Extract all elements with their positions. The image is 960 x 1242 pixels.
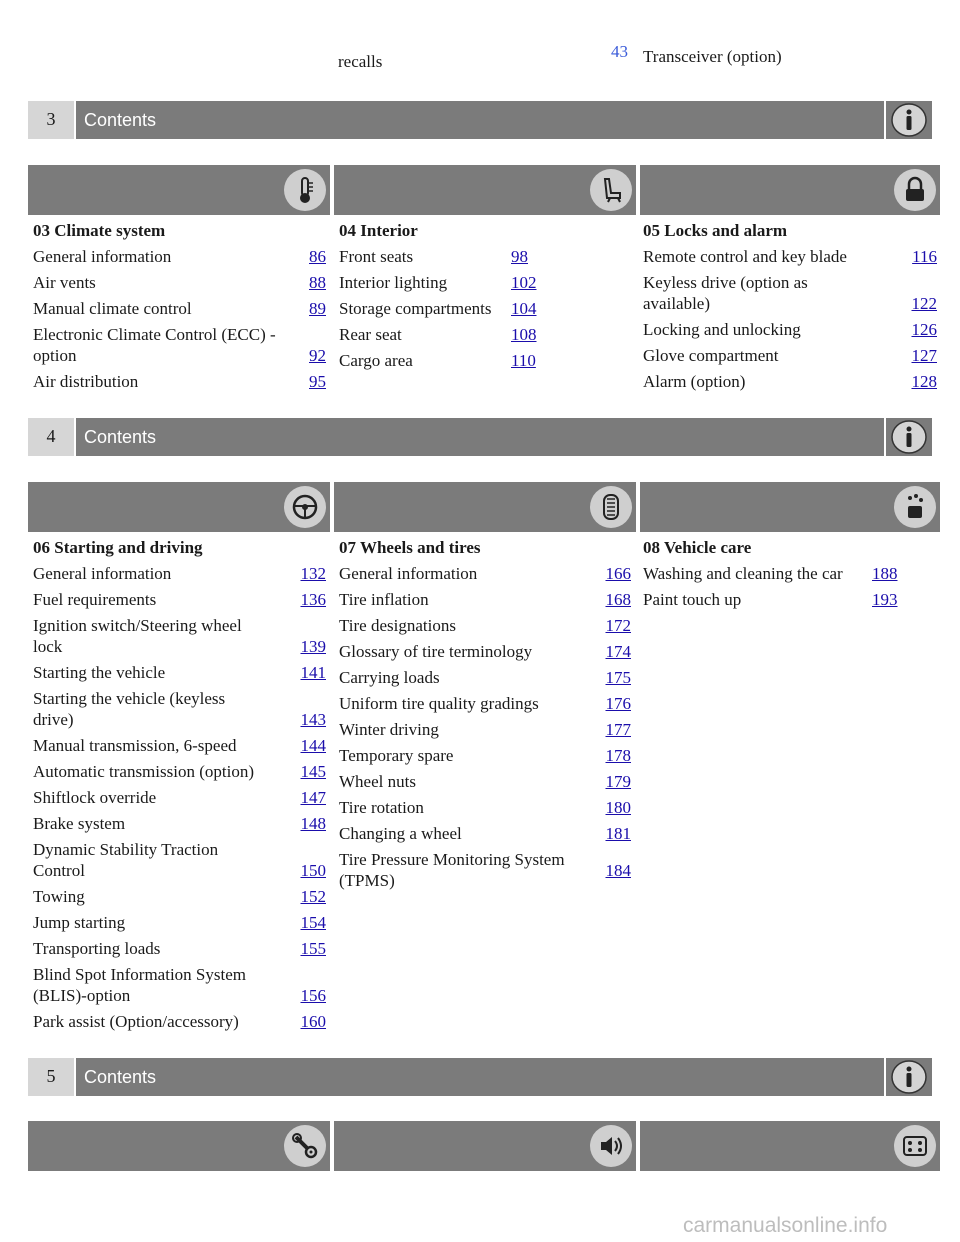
page-link[interactable]: 104 [511,299,537,318]
page-link[interactable]: 144 [300,736,326,755]
list-item: Temporary spare 178 [339,746,631,765]
list-item: Towing 152 [33,887,326,906]
interior-column [339,220,639,376]
page-link[interactable]: 139 [300,637,326,656]
list-item: Remote control and key blade 116 [643,247,937,266]
page-link[interactable]: 116 [912,247,937,266]
climate-title: 03 Climate system [33,221,166,240]
page-link[interactable]: 155 [300,939,326,958]
thermometer-icon [284,169,326,211]
page-link[interactable]: 172 [605,616,631,635]
driving-title: 06 Starting and driving [33,538,203,557]
list-item: Winter driving 177 [339,720,631,739]
section-title: Contents [76,1058,884,1096]
interior-title: 04 Interior [339,221,418,240]
page-link[interactable]: 150 [300,861,326,880]
page-link[interactable]: 89 [309,299,326,318]
page-link[interactable]: 102 [511,273,537,292]
specs-group-bar [640,1121,940,1171]
list-item: Tire designations 172 [339,616,631,635]
section-number: 4 [28,418,74,456]
list-item: General information 86 [33,247,326,266]
care-title: 08 Vehicle care [643,538,752,557]
wheels-column [339,537,631,896]
page-link[interactable]: 160 [300,1012,326,1031]
page-link[interactable]: 143 [300,710,326,729]
list-item: Carrying loads 175 [339,668,631,687]
page-link[interactable]: 110 [511,351,536,370]
page-link[interactable]: 177 [605,720,631,739]
list-item: Cargo area 110 [339,351,536,370]
page-link[interactable]: 180 [605,798,631,817]
page-link[interactable]: 132 [300,564,326,583]
transceiver-text: Transceiver (option) [643,47,782,66]
list-item: Rear seat 108 [339,325,537,344]
audio-group-bar [334,1121,636,1171]
page-link[interactable]: 175 [605,668,631,687]
page-link[interactable]: 127 [911,346,937,365]
list-item: Interior lighting 102 [339,273,537,292]
page-link[interactable]: 176 [605,694,631,713]
list-item: Washing and cleaning the car 188 [643,564,898,583]
page-link[interactable]: 174 [605,642,631,661]
page-link[interactable]: 128 [911,372,937,391]
list-item: Air distribution 95 [33,372,326,391]
section-title: Contents [76,418,884,456]
driving-group-bar [28,482,330,532]
page-link[interactable]: 145 [300,762,326,781]
watermark: carmanualsonline.info [683,1214,888,1237]
section-title: Contents [76,101,884,139]
specifications-icon [894,1125,936,1167]
list-item: Starting the vehicle (keyless drive) 143 [33,689,326,729]
page-link[interactable]: 86 [309,247,326,266]
climate-group-bar [28,165,330,215]
section-number: 3 [28,101,74,139]
list-item: Glossary of tire terminology 174 [339,642,631,661]
page-link[interactable]: 141 [300,663,326,682]
section-header-5 [28,1058,932,1096]
list-item: Ignition switch/Steering wheel lock 139 [33,616,326,656]
seat-icon [590,169,632,211]
page-link[interactable]: 179 [605,772,631,791]
page-link[interactable]: 168 [605,590,631,609]
climate-column [33,220,326,397]
page-link[interactable]: 108 [511,325,537,344]
list-item: Tire Pressure Monitoring System (TPMS) 184 [339,850,631,890]
list-item: Front seats 98 [339,247,528,266]
steering-wheel-icon [284,486,326,528]
list-item: Locking and unlocking 126 [643,320,937,339]
locks-title: 05 Locks and alarm [643,221,788,240]
page-number-link[interactable]: 43 [611,42,628,61]
care-column [643,537,937,615]
speaker-icon [590,1125,632,1167]
wrench-icon [284,1125,326,1167]
list-item: Tire rotation 180 [339,798,631,817]
list-item: Manual climate control 89 [33,299,326,318]
page-link[interactable]: 178 [605,746,631,765]
car-wash-icon [894,486,936,528]
page-link[interactable]: 152 [300,887,326,906]
page-link[interactable]: 122 [911,294,937,313]
list-item: Automatic transmission (option) 145 [33,762,326,781]
wheels-group-bar [334,482,636,532]
list-item: Paint touch up 193 [643,590,898,609]
recalls-text: recalls [338,52,383,71]
page-link[interactable]: 188 [872,564,898,583]
list-item: Starting the vehicle 141 [33,663,326,682]
list-item: Storage compartments 104 [339,299,537,318]
list-item: Manual transmission, 6-speed 144 [33,736,326,755]
list-item: Tire inflation 168 [339,590,631,609]
page-link[interactable]: 92 [309,346,326,365]
list-item: General information 132 [33,564,326,583]
list-item: Wheel nuts 179 [339,772,631,791]
interior-group-bar [334,165,636,215]
list-item: Uniform tire quality gradings 176 [339,694,631,713]
list-item: Air vents 88 [33,273,326,292]
section-number: 5 [28,1058,74,1096]
care-group-bar [640,482,940,532]
list-item: Shiftlock override 147 [33,788,326,807]
list-item: Brake system 148 [33,814,326,833]
section-header-4 [28,418,932,456]
page-link[interactable]: 98 [511,247,528,266]
list-item: Alarm (option) 128 [643,372,937,391]
page-link[interactable]: 147 [300,788,326,807]
padlock-icon [894,169,936,211]
page-link[interactable]: 166 [605,564,631,583]
list-item: Fuel requirements 136 [33,590,326,609]
list-item: Changing a wheel 181 [339,824,631,843]
info-icon [886,101,932,139]
page-link[interactable]: 88 [309,273,326,292]
page-link[interactable]: 136 [300,590,326,609]
list-item: Dynamic Stability Traction Control 150 [33,840,326,880]
list-item: Blind Spot Information System (BLIS)-option 156 [33,965,326,1005]
maintenance-group-bar [28,1121,330,1171]
list-item: General information 166 [339,564,631,583]
info-icon [886,418,932,456]
page-link[interactable]: 184 [605,860,631,880]
locks-group-bar [640,165,940,215]
page-link[interactable]: 148 [300,814,326,833]
wheels-title: 07 Wheels and tires [339,538,481,557]
driving-column [33,537,326,1037]
list-item: Transporting loads 155 [33,939,326,958]
list-item: Park assist (Option/accessory) 160 [33,1012,326,1031]
section-header-3 [28,101,932,139]
page-link[interactable]: 181 [605,824,631,843]
tire-icon [590,486,632,528]
locks-column [643,220,937,397]
list-item: Electronic Climate Control (ECC) - option 92 [33,325,326,365]
list-item: Glove compartment 127 [643,346,937,365]
list-item: Jump starting 154 [33,913,326,932]
page-link[interactable]: 156 [300,986,326,1005]
page-link[interactable]: 126 [911,320,937,339]
list-item: Keyless drive (option as available) 122 [643,273,937,313]
page-link[interactable]: 154 [300,913,326,932]
page-link[interactable]: 95 [309,372,326,391]
info-icon [886,1058,932,1096]
page-link[interactable]: 193 [872,590,898,609]
